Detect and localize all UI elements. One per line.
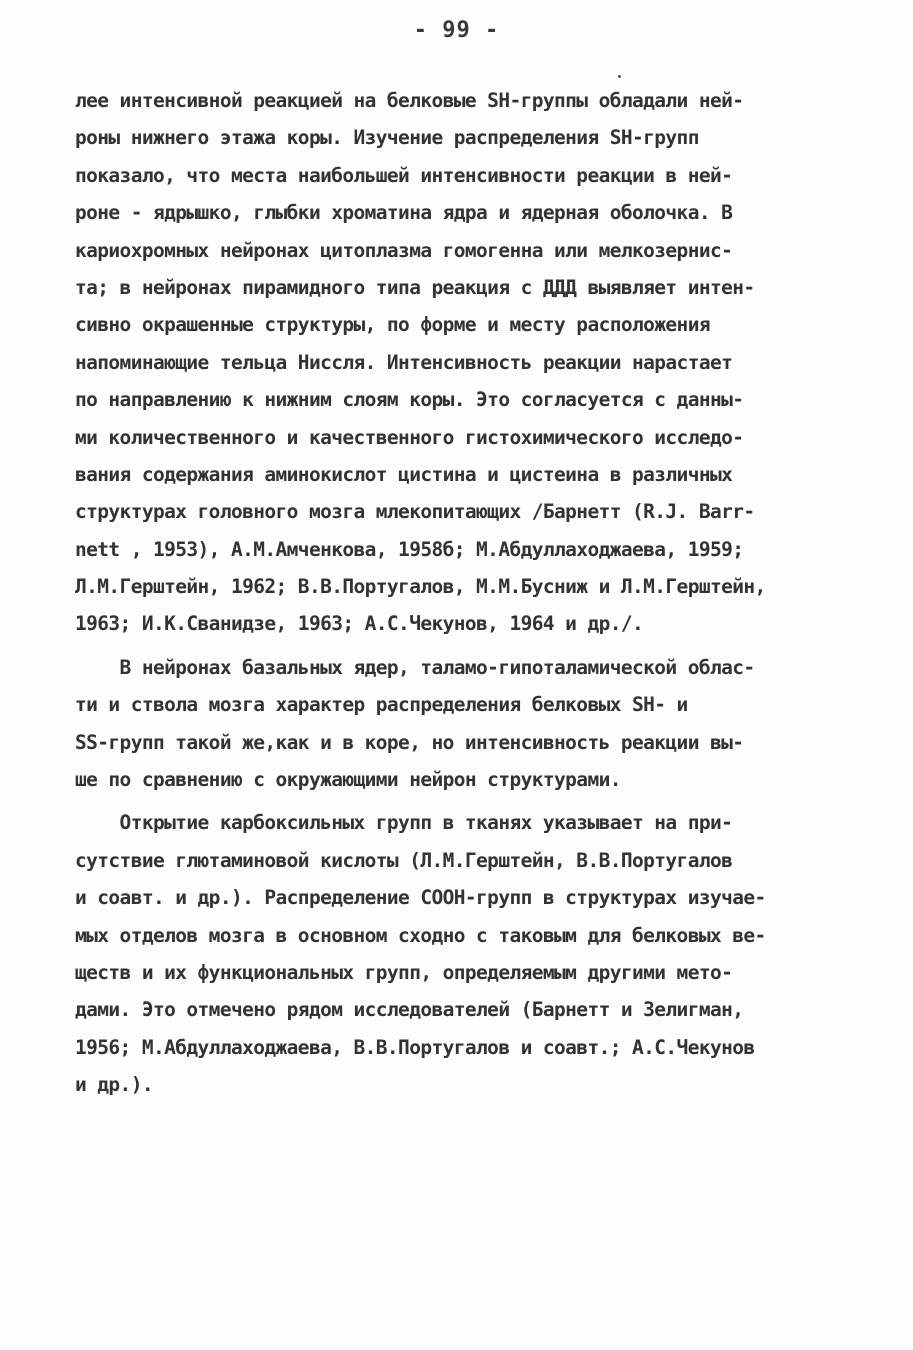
scan-speck	[618, 75, 621, 78]
text-line: кариохромных нейронах цитоплазма гомогенна или мелкозернис-	[75, 238, 733, 262]
text-line: показало, что места наибольшей интенсивности реакции в ней-	[75, 163, 733, 187]
text-line: 1956; М.Абдуллаходжаева, В.В.Португалов и соавт.; А.С.Чекунов	[75, 1035, 755, 1059]
text-line: мых отделов мозга в основном сходно с таковым для белковых ве-	[75, 923, 766, 947]
text-line: ше по сравнению с окружающими нейрон структурами.	[75, 768, 621, 792]
text-line: и соавт. и др.). Распределение СООН-групп в структурах изучае-	[75, 886, 766, 910]
text-line: сутствие глютаминовой кислоты (Л.М.Герштейн, В.В.Португалов	[75, 848, 733, 872]
text-line: роне - ядрышко, глыбки хроматина ядра и ядерная оболочка. В	[75, 201, 733, 225]
text-line: nett , 1953), А.М.Амченкова, 1958б; М.Абдуллаходжаева, 1959;	[75, 537, 744, 561]
text-line: та; в нейронах пирамидного типа реакция с ДДД выявляет интен-	[75, 275, 755, 299]
text-line: ти и ствола мозга характер распределения белковых SH- и	[75, 693, 688, 717]
text-line: лее интенсивной реакцией на белковые SH-группы обладали ней-	[75, 89, 744, 112]
text-line: дами. Это отмечено рядом исследователей (Барнетт и Зелигман,	[75, 998, 744, 1022]
paragraph-start-line: В нейронах базальных ядер, таламо-гипоталамической облас-	[75, 655, 755, 679]
text-line: вания содержания аминокислот цистина и цистеина в различных	[75, 462, 733, 486]
text-line: ми количественного и качественного гистохимического исследо-	[75, 425, 744, 449]
text-line: по направлению к нижним слоям коры. Это согласуется с данны-	[75, 388, 744, 412]
text-line: ществ и их функциональных групп, определяемым другими мето-	[75, 960, 733, 984]
text-line: и др.).	[75, 1073, 153, 1097]
text-line: Л.М.Герштейн, 1962; В.В.Португалов, М.М.Бусниж и Л.М.Герштейн,	[75, 575, 766, 599]
text-line: сивно окрашенные структуры, по форме и месту расположения	[75, 313, 710, 337]
body-text	[75, 82, 845, 1104]
text-line: структурах головного мозга млекопитающих /Барнетт (R.J. Barr-	[75, 500, 755, 524]
text-line: SS-групп такой же,как и в коре, но интенсивность реакции вы-	[75, 730, 744, 754]
paragraph-start-line: Открытие карбоксильных групп в тканях указывает на при-	[75, 811, 733, 835]
page-number: - 99 -	[413, 18, 500, 43]
text-line: 1963; И.К.Сванидзе, 1963; А.С.Чекунов, 1964 и др./.	[75, 612, 644, 636]
text-line: роны нижнего этажа коры. Изучение распределения SH-групп	[75, 126, 699, 150]
text-line: напоминающие тельца Ниссля. Интенсивность реакции нарастает	[75, 350, 733, 374]
